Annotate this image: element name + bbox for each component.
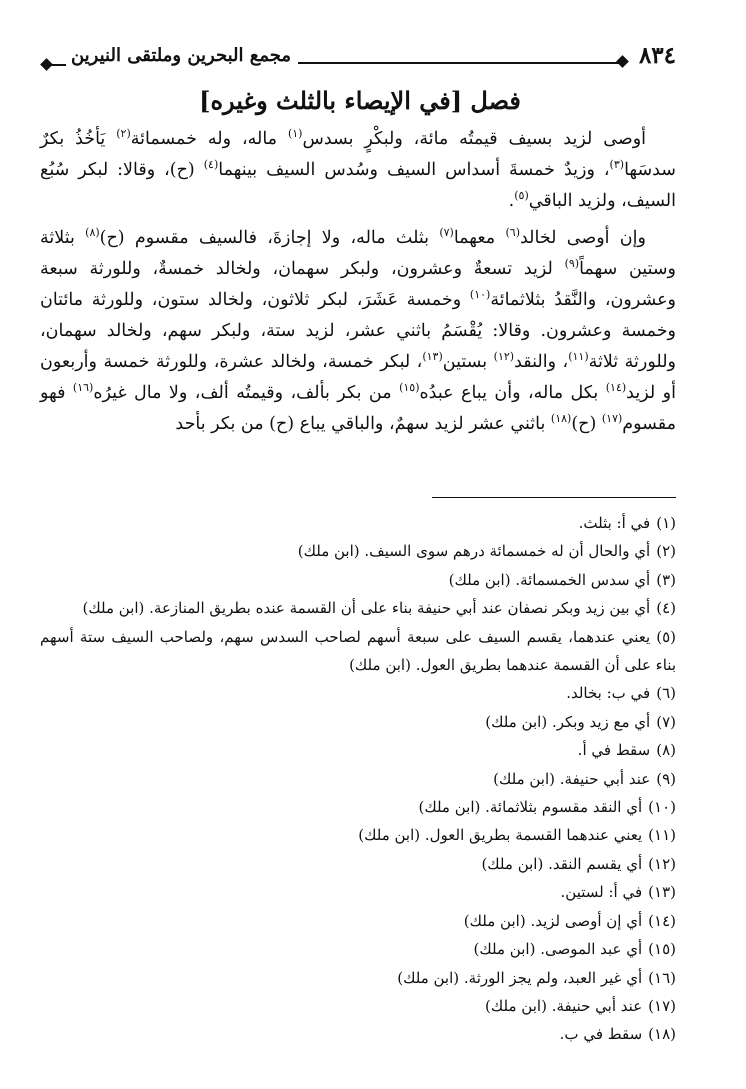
- footnote-ref[interactable]: (١٨): [550, 412, 572, 426]
- footnote-text: أي عبد الموصى. (ابن ملك): [473, 940, 643, 959]
- footnote: [40, 793, 676, 821]
- footnote-number: (١٣): [648, 883, 676, 902]
- text-segment: .: [508, 191, 515, 211]
- text-segment: وإن أوصى لخالد: [519, 228, 646, 248]
- footnote-text: في أ: بثلث.: [578, 514, 651, 532]
- text-segment: (ح)، وقالا: لبكر سُبُع السيف، ولزيد الباقي: [40, 160, 676, 211]
- footnote-ref[interactable]: (١٤): [605, 381, 627, 395]
- footnote-text: أي بين زيد وبكر نصفان عند أبي حنيفة بناء على أن القسمة عنده بطريق المنازعة. (ابن ملك): [82, 599, 651, 618]
- text-segment: بستين: [442, 352, 494, 372]
- footnote: [40, 566, 676, 594]
- footnote: [40, 1020, 676, 1048]
- footnote-number: (١٠): [648, 798, 676, 817]
- footnote-text: سقط في ب.: [559, 1025, 643, 1044]
- footnote-text: أي والحال أن له خمسمائة درهم سوى السيف. (ابن ملك): [297, 542, 651, 561]
- footnote-number: (٦): [656, 684, 676, 703]
- running-header: [40, 40, 676, 80]
- footnote: [40, 679, 676, 707]
- footnotes: [40, 509, 676, 1049]
- footnote-text: يعني عندهما القسمة بطريق العول. (ابن ملك): [358, 826, 643, 845]
- footnote-number: (٩): [656, 769, 676, 788]
- footnote: [40, 935, 676, 963]
- footnote: [40, 623, 676, 680]
- footnote-text: سقط في أ.: [577, 741, 651, 760]
- text-segment: بكل ماله، وأن يباع عبدُه: [419, 383, 606, 403]
- footnote-text: في أ: لستين.: [560, 883, 643, 902]
- text-segment: فهو مقسوم: [40, 383, 676, 434]
- text-segment: باثني عشر لزيد سهمٌ، والباقي يباع (ح) من بكر بأحد: [175, 414, 551, 434]
- footnote-ref[interactable]: (١): [287, 127, 303, 141]
- footnote-ref[interactable]: (٢): [116, 127, 131, 141]
- footnote-text: في ب: بخالد.: [566, 684, 651, 703]
- footnote-text: أي مع زيد وبكر. (ابن ملك): [485, 712, 651, 731]
- footnote-ref[interactable]: (١٢): [493, 350, 515, 364]
- main-text: [40, 124, 676, 440]
- diamond-ornament: [40, 58, 53, 71]
- text-segment: بثلاثة وستين سهماً: [40, 228, 676, 279]
- footnote: [40, 765, 676, 793]
- text-segment: من بكر بألف، وقيمتُه ألف، ولا مال غيرُه: [93, 383, 400, 403]
- footnote-ref[interactable]: (١٧): [601, 412, 623, 426]
- footnote-text: أي غير العبد، ولم يجز الورثة. (ابن ملك): [397, 968, 643, 987]
- book-title: مجمع البحرين وملتقى النيرين: [70, 45, 292, 66]
- footnote-number: (٧): [656, 712, 676, 731]
- footnote-ref[interactable]: (٦): [505, 226, 520, 240]
- footnote-ref[interactable]: (١٣): [422, 350, 443, 364]
- text-segment: معهما: [453, 228, 506, 248]
- paragraph: [40, 223, 676, 440]
- footnote: [40, 509, 676, 537]
- footnote: [40, 878, 676, 906]
- footnote-number: (١٦): [648, 968, 676, 987]
- text-segment: ، وزيدٌ خمسةَ أسداس السيف وسُدس السيف بينهما: [218, 160, 610, 180]
- footnote: [40, 821, 676, 849]
- footnote-number: (٢): [656, 542, 676, 561]
- text-segment: بثلث ماله، ولا إجازةَ، فالسيف مقسوم (ح): [99, 228, 440, 248]
- footnote: [40, 736, 676, 764]
- text-segment: أوصى لزيد بسيف قيمتُه مائة، ولبكْرٍ بسدس: [302, 129, 647, 149]
- text-segment: ، لبكر خمسة، ولخالد عشرة، وللورثة خمسة وأربعون أو لزيد: [40, 352, 676, 403]
- footnote-ref[interactable]: (٧): [439, 226, 454, 240]
- footnote-separator: [432, 497, 676, 498]
- footnote-text: عند أبي حنيفة. (ابن ملك): [493, 769, 651, 788]
- footnote: [40, 594, 676, 622]
- text-segment: ، والنقد: [514, 352, 569, 372]
- footnote-text: أي سدس الخمسمائة. (ابن ملك): [448, 570, 651, 589]
- footnote-ref[interactable]: (١١): [568, 350, 589, 364]
- footnote-ref[interactable]: (٤): [203, 158, 219, 172]
- footnote-ref[interactable]: (٣): [609, 158, 625, 172]
- footnote-number: (٤): [656, 599, 676, 618]
- footnote-ref[interactable]: (١٦): [72, 381, 94, 395]
- footnote-number: (١٧): [648, 996, 676, 1015]
- footnote-text: أي النقد مقسوم بثلاثمائة. (ابن ملك): [418, 798, 643, 817]
- paragraph: [40, 124, 676, 217]
- footnote-text: أي يقسم النقد. (ابن ملك): [481, 854, 643, 873]
- footnote-number: (٨): [656, 741, 676, 760]
- footnote: [40, 992, 676, 1020]
- text-segment: وخمسة عَشَرَ، لبكر ثلاثون، ولخالد ستون، وللورثة مائتان وخمسة وعشرون. وقالا: يُقْسَمُ باثني عشر، لزيد ستة، ولبكر سهم، ولخالد سهمان، وللورثة ثلاثة: [40, 290, 676, 372]
- footnote-number: (١١): [648, 826, 676, 845]
- section-title: فصل [في الإيصاء بالثلث وغيره]: [199, 86, 521, 115]
- text-segment: لزيد تسعةٌ وعشرون، ولبكر سهمان، ولخالد خمسةٌ، وللورثة سبعة وعشرون، والنَّقدُ بثلاثمائة: [40, 259, 677, 310]
- footnote-number: (١٥): [648, 940, 676, 959]
- text-segment: (ح): [571, 414, 602, 434]
- footnote: [40, 537, 676, 565]
- footnote: [40, 964, 676, 992]
- footnote-number: (٣): [656, 570, 676, 589]
- footnote-number: (١٨): [648, 1025, 676, 1044]
- text-segment: ماله، وله خمسمائة: [130, 129, 288, 149]
- page-number: ٨٣٤: [638, 42, 676, 69]
- header-rule: [298, 62, 623, 64]
- footnote-ref[interactable]: (٨): [85, 226, 100, 240]
- footnote-text: يعني عندهما، يقسم السيف على سبعة أسهم لصاحب السدس سهم، ولصاحب السيف ستة أسهم بناء على أن القسمة عندهما بطريق العول. (ابن ملك): [40, 627, 676, 675]
- footnote-ref[interactable]: (١٠): [469, 288, 491, 302]
- footnote-ref[interactable]: (٩): [564, 257, 580, 271]
- footnote: [40, 850, 676, 878]
- footnote-number: (١٢): [648, 854, 676, 873]
- footnote-text: عند أبي حنيفة. (ابن ملك): [485, 996, 643, 1015]
- footnote: [40, 907, 676, 935]
- footnote-ref[interactable]: (١٥): [399, 381, 420, 395]
- footnote-number: (١٤): [648, 911, 676, 930]
- footnote-number: (٥): [656, 627, 676, 646]
- text-segment: يَأخُذُ بكرٌ سدسَها: [40, 129, 676, 180]
- footnote: [40, 708, 676, 736]
- footnote-number: (١): [656, 514, 676, 532]
- footnote-text: أي إن أوصى لزيد. (ابن ملك): [463, 911, 643, 930]
- footnote-ref[interactable]: (٥): [514, 189, 529, 203]
